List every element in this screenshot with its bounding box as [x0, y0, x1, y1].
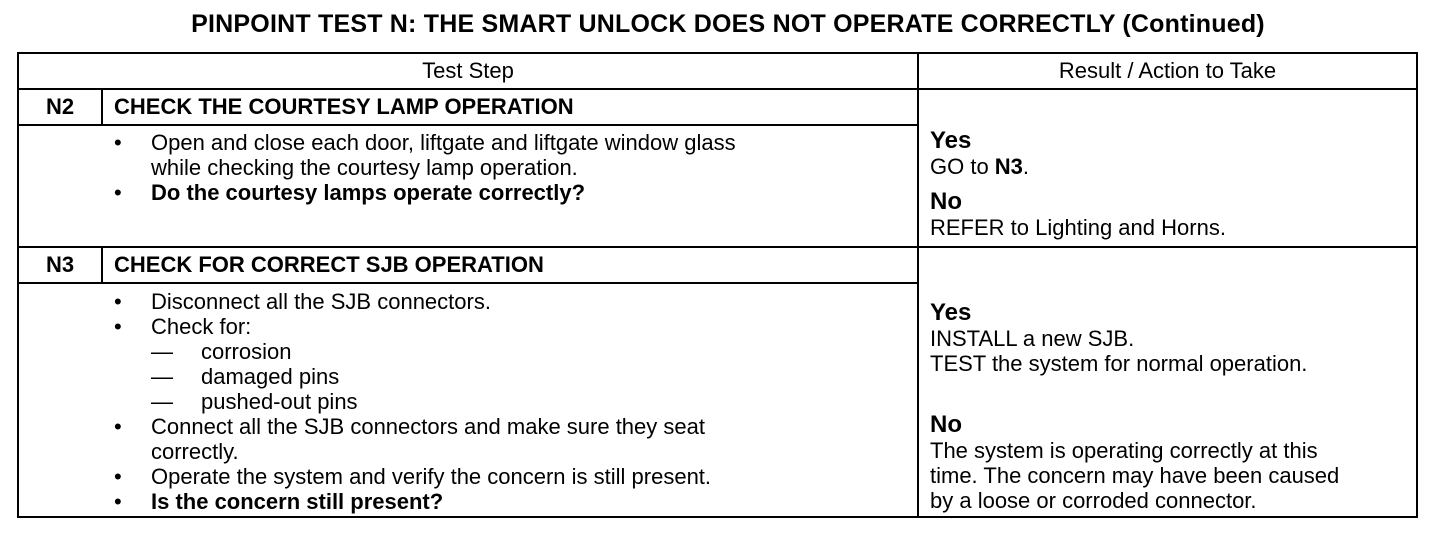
- instruction-line: damaged pins: [201, 364, 340, 389]
- instruction-question: Do the courtesy lamps operate correctly?: [151, 180, 586, 205]
- header-divider: [19, 88, 1416, 90]
- instruction-line: correctly.: [151, 439, 239, 464]
- instruction-line: Operate the system and verify the concern is still present.: [151, 464, 712, 489]
- pinpoint-test-table: [17, 52, 1418, 518]
- n3-id-divider: [101, 248, 103, 282]
- step-heading-n2: CHECK THE COURTESY LAMP OPERATION: [114, 94, 574, 119]
- dash: —: [151, 364, 173, 389]
- instruction-line: Connect all the SJB connectors and make sure they seat: [151, 414, 705, 439]
- step-reference: N3: [994, 154, 1023, 179]
- no-label: No: [930, 411, 962, 438]
- instruction-line: Open and close each door, liftgate and liftgate window glass: [151, 130, 736, 155]
- bullet: •: [114, 464, 122, 489]
- bullet: •: [114, 130, 122, 155]
- step-id-n3: N3: [45, 252, 75, 277]
- bullet: •: [114, 489, 122, 514]
- bullet: •: [114, 289, 122, 314]
- no-action: time. The concern may have been caused: [930, 463, 1340, 488]
- no-label: No: [930, 188, 962, 215]
- no-action: REFER to Lighting and Horns.: [930, 215, 1226, 240]
- bullet: •: [114, 314, 122, 339]
- instruction-line: pushed-out pins: [201, 389, 358, 414]
- step-divider: [19, 246, 1416, 248]
- instruction-line: while checking the courtesy lamp operation.: [151, 155, 578, 180]
- no-action: by a loose or corroded connector.: [930, 488, 1257, 513]
- yes-action: TEST the system for normal operation.: [930, 351, 1308, 376]
- yes-label: Yes: [930, 299, 972, 326]
- n2-heading-divider: [19, 124, 917, 126]
- step-id-n2: N2: [45, 94, 75, 119]
- bullet: •: [114, 180, 122, 205]
- header-test-step: Test Step: [422, 58, 514, 83]
- page-title: PINPOINT TEST N: THE SMART UNLOCK DOES NOT OPERATE CORRECTLY (Continued): [191, 10, 1265, 38]
- instruction-line: Check for:: [151, 314, 252, 339]
- no-action: The system is operating correctly at this: [930, 438, 1318, 463]
- n3-heading-divider: [19, 282, 917, 284]
- dash: —: [151, 339, 173, 364]
- n2-id-divider: [101, 90, 103, 124]
- yes-label: Yes: [930, 127, 972, 154]
- step-heading-n3: CHECK FOR CORRECT SJB OPERATION: [114, 252, 544, 277]
- dash: —: [151, 389, 173, 414]
- yes-action: INSTALL a new SJB.: [930, 326, 1135, 351]
- instruction-question: Is the concern still present?: [151, 489, 444, 514]
- bullet: •: [114, 414, 122, 439]
- instruction-line: corrosion: [201, 339, 292, 364]
- yes-action: GO to N3.: [930, 154, 1030, 179]
- header-result-action: Result / Action to Take: [1058, 58, 1277, 83]
- instruction-line: Disconnect all the SJB connectors.: [151, 289, 491, 314]
- column-divider: [917, 54, 919, 516]
